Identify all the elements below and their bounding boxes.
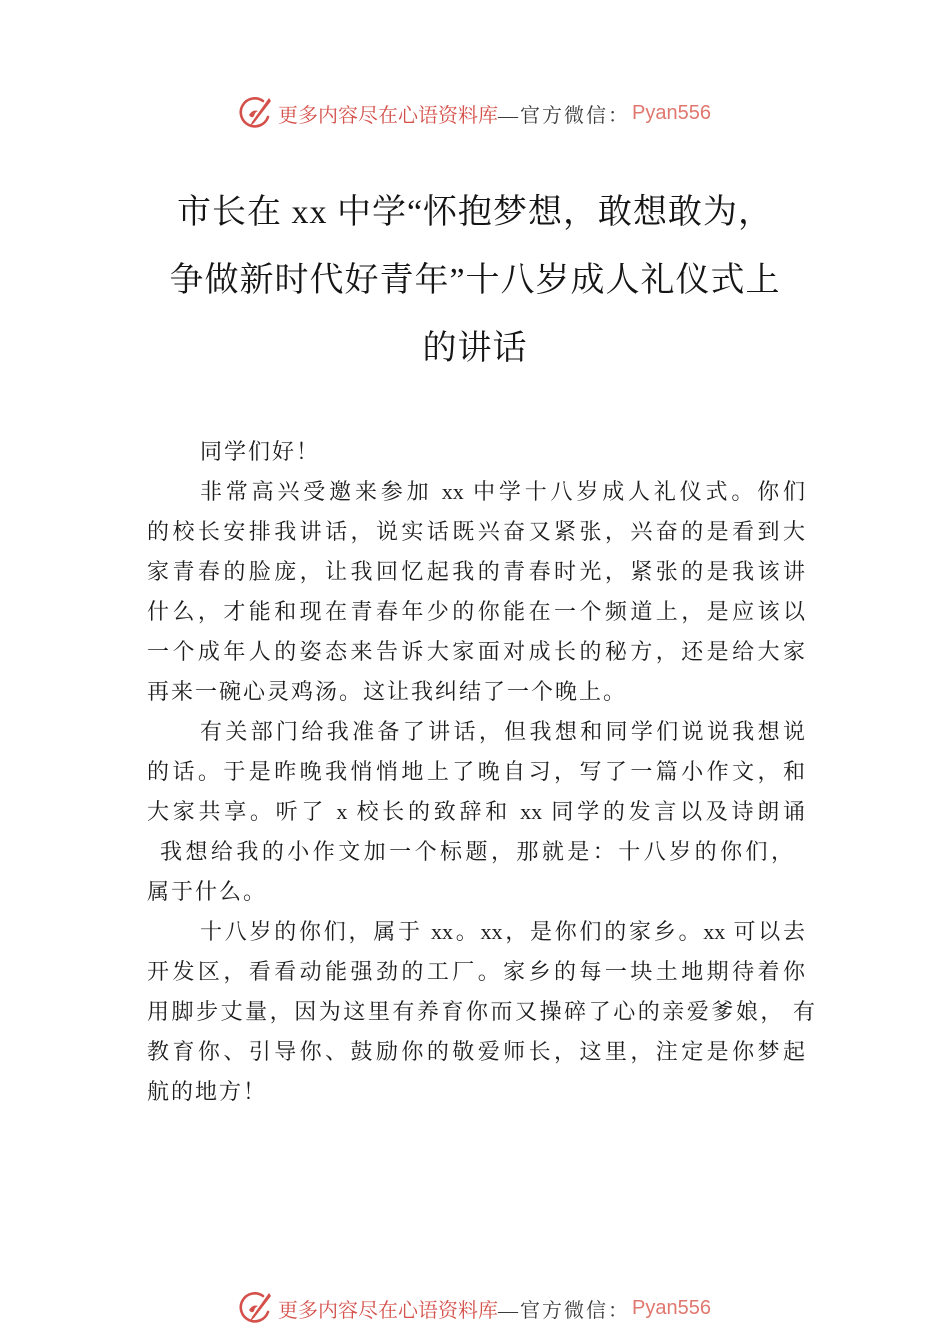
paragraph-2 xyxy=(147,712,805,912)
brand-name: 更多内容尽在心语资料库 xyxy=(278,1299,498,1322)
document-title xyxy=(0,179,950,383)
brand-name: 更多内容尽在心语资料库 xyxy=(278,104,498,127)
title-line-1: 市长在 xx 中学“怀抱梦想，敢想敢为， xyxy=(176,194,774,231)
paragraph-greeting xyxy=(147,432,805,472)
paragraph-1 xyxy=(147,472,805,712)
body-line: 航的地方！ xyxy=(147,1079,268,1104)
body-line: 开发区，看看动能强劲的工厂。家乡的每一块土地期待着你 xyxy=(147,959,805,984)
body-line: 非常高兴受邀来参加 xx 中学十八岁成人礼仪式。你们 xyxy=(200,479,805,504)
body-line: 一个成年人的姿态来告诉大家面对成长的秘方，还是给大家 xyxy=(147,639,805,664)
body-line: 家青春的脸庞，让我回忆起我的青春时光，紧张的是我该讲 xyxy=(147,559,805,584)
wechat-label: —官方微信： xyxy=(498,104,630,127)
body-line: 再来一碗心灵鸡汤。这让我纠结了一个晚上。 xyxy=(147,679,628,704)
body-line: 教育你、引导你、鼓励你的敬爱师长，这里，注定是你梦起 xyxy=(147,1039,805,1064)
body-line: 什么，才能和现在青春年少的你能在一个频道上，是应该以 xyxy=(147,599,805,624)
body-line: 有关部门给我准备了讲话，但我想和同学们说说我想说 xyxy=(200,719,805,744)
paragraph-3 xyxy=(147,912,815,1112)
body-line: 大家共享。听了 x 校长的致辞和 xx 同学的发言以及诗朗诵 xyxy=(147,799,805,824)
header-watermark xyxy=(238,95,711,131)
quill-logo-icon xyxy=(238,95,272,131)
body-line: 属于什么。 xyxy=(147,879,268,904)
wechat-id: Pyan556 xyxy=(632,101,711,124)
body-line: 我想给我的小作文加一个标题，那就是：十八岁的你们， xyxy=(160,839,793,864)
body-line: 十八岁的你们，属于 xx。xx，是你们的家乡。xx 可以去 xyxy=(200,919,805,944)
quill-logo-icon xyxy=(238,1290,272,1326)
body-line: 同学们好！ xyxy=(200,439,321,464)
speech-body xyxy=(147,432,815,1112)
wechat-id: Pyan556 xyxy=(632,1296,711,1319)
wechat-label: —官方微信： xyxy=(498,1299,630,1322)
body-line: 用脚步丈量，因为这里有养育你而又操碎了心的亲爱爹娘， 有 xyxy=(147,999,815,1024)
title-line-3: 的讲话 xyxy=(422,330,528,367)
body-line: 的校长安排我讲话，说实话既兴奋又紧张，兴奋的是看到大 xyxy=(147,519,805,544)
title-line-2: 争做新时代好青年”十八岁成人礼仪式上 xyxy=(169,262,781,299)
footer-watermark xyxy=(238,1290,711,1326)
body-line: 的话。于是昨晚我悄悄地上了晚自习，写了一篇小作文，和 xyxy=(147,759,805,784)
